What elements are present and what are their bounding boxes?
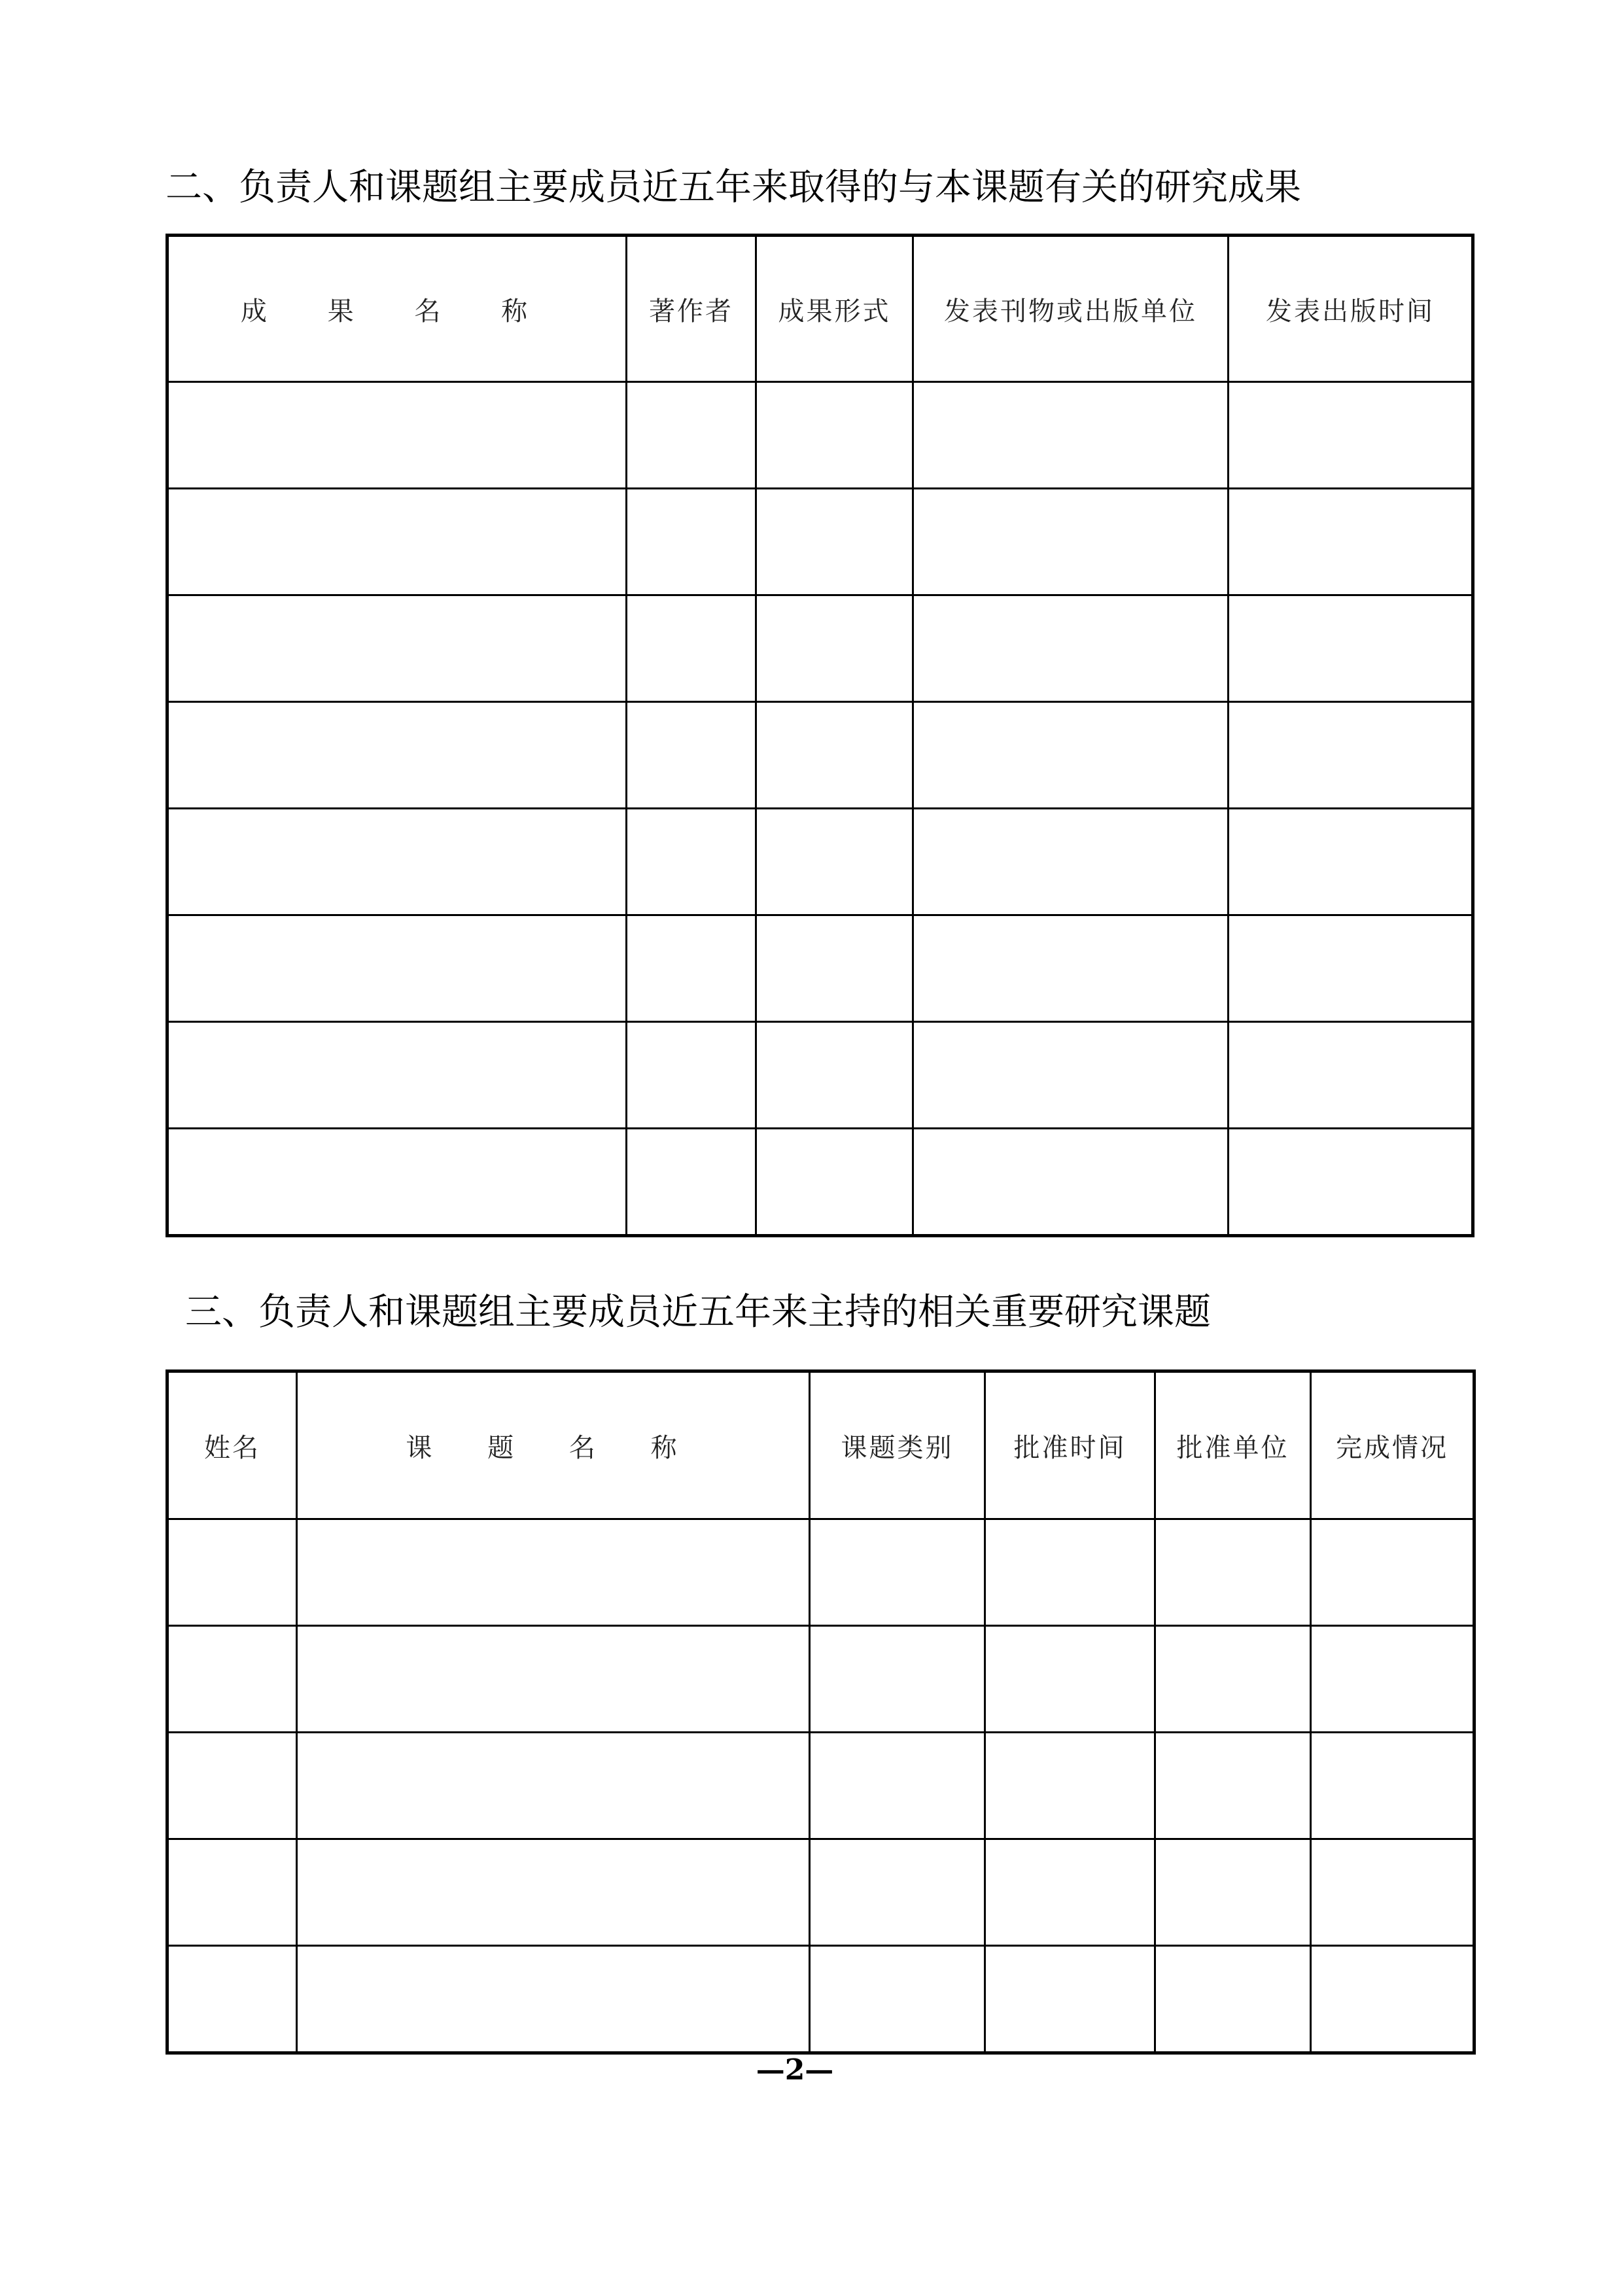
table-row: [167, 595, 1473, 702]
cell-result-form[interactable]: [756, 1022, 913, 1129]
cell-completion-status[interactable]: [1311, 1626, 1475, 1733]
research-projects-table: [166, 1369, 1476, 2055]
cell-publisher[interactable]: [913, 702, 1229, 809]
cell-approving-unit[interactable]: [1155, 1626, 1311, 1733]
cell-project-name[interactable]: [297, 1733, 810, 1839]
section-2-title: 二、负责人和课题组主要成员近五年来取得的与本课题有关的研究成果: [166, 166, 1301, 209]
cell-project-category[interactable]: [810, 1946, 985, 2053]
cell-result-name[interactable]: [167, 1129, 627, 1236]
header-project-name: 课 题 名 称: [297, 1371, 810, 1519]
table-row: [167, 1519, 1475, 1626]
cell-approval-date[interactable]: [985, 1626, 1155, 1733]
cell-publish-date[interactable]: [1229, 915, 1473, 1022]
cell-publish-date[interactable]: [1229, 1129, 1473, 1236]
cell-project-name[interactable]: [297, 1839, 810, 1946]
cell-approving-unit[interactable]: [1155, 1733, 1311, 1839]
header-publisher: 发表刊物或出版单位: [913, 236, 1229, 382]
cell-name[interactable]: [167, 1626, 297, 1733]
cell-result-form[interactable]: [756, 809, 913, 915]
header-completion-status: 完成情况: [1311, 1371, 1475, 1519]
cell-project-name[interactable]: [297, 1946, 810, 2053]
table-row: [167, 1733, 1475, 1839]
cell-approving-unit[interactable]: [1155, 1946, 1311, 2053]
cell-author[interactable]: [627, 489, 756, 595]
cell-project-name[interactable]: [297, 1626, 810, 1733]
cell-completion-status[interactable]: [1311, 1946, 1475, 2053]
research-results-table: [166, 234, 1475, 1237]
cell-result-name[interactable]: [167, 809, 627, 915]
cell-name[interactable]: [167, 1946, 297, 2053]
table-row: [167, 1946, 1475, 2053]
cell-result-form[interactable]: [756, 489, 913, 595]
cell-author[interactable]: [627, 1129, 756, 1236]
cell-publisher[interactable]: [913, 382, 1229, 489]
cell-completion-status[interactable]: [1311, 1519, 1475, 1626]
header-project-category: 课题类别: [810, 1371, 985, 1519]
cell-result-name[interactable]: [167, 595, 627, 702]
cell-result-form[interactable]: [756, 702, 913, 809]
cell-publisher[interactable]: [913, 1022, 1229, 1129]
cell-result-name[interactable]: [167, 489, 627, 595]
table-row: [167, 1129, 1473, 1236]
header-name: 姓名: [167, 1371, 297, 1519]
cell-project-category[interactable]: [810, 1626, 985, 1733]
cell-publisher[interactable]: [913, 809, 1229, 915]
table-row: [167, 382, 1473, 489]
table-header-row: [167, 1371, 1475, 1519]
cell-publisher[interactable]: [913, 595, 1229, 702]
section-3-title: 三、负责人和课题组主要成员近五年来主持的相关重要研究课题: [185, 1291, 1211, 1333]
cell-author[interactable]: [627, 595, 756, 702]
page-number: —2—: [756, 2053, 834, 2087]
cell-publish-date[interactable]: [1229, 489, 1473, 595]
cell-author[interactable]: [627, 702, 756, 809]
header-result-name: 成 果 名 称: [167, 236, 627, 382]
cell-name[interactable]: [167, 1839, 297, 1946]
cell-approving-unit[interactable]: [1155, 1519, 1311, 1626]
cell-approval-date[interactable]: [985, 1733, 1155, 1839]
cell-publish-date[interactable]: [1229, 1022, 1473, 1129]
cell-completion-status[interactable]: [1311, 1839, 1475, 1946]
table-row: [167, 809, 1473, 915]
cell-result-form[interactable]: [756, 382, 913, 489]
cell-project-name[interactable]: [297, 1519, 810, 1626]
table-row: [167, 702, 1473, 809]
table-row: [167, 489, 1473, 595]
cell-author[interactable]: [627, 809, 756, 915]
cell-result-name[interactable]: [167, 1022, 627, 1129]
table-header-row: [167, 236, 1473, 382]
cell-result-form[interactable]: [756, 1129, 913, 1236]
table-row: [167, 915, 1473, 1022]
cell-result-form[interactable]: [756, 915, 913, 1022]
cell-author[interactable]: [627, 915, 756, 1022]
cell-project-category[interactable]: [810, 1519, 985, 1626]
table-row: [167, 1626, 1475, 1733]
cell-publish-date[interactable]: [1229, 809, 1473, 915]
cell-approving-unit[interactable]: [1155, 1839, 1311, 1946]
cell-publish-date[interactable]: [1229, 595, 1473, 702]
cell-publish-date[interactable]: [1229, 702, 1473, 809]
cell-approval-date[interactable]: [985, 1519, 1155, 1626]
header-approving-unit: 批准单位: [1155, 1371, 1311, 1519]
cell-result-name[interactable]: [167, 382, 627, 489]
cell-project-category[interactable]: [810, 1733, 985, 1839]
table-row: [167, 1839, 1475, 1946]
cell-publisher[interactable]: [913, 1129, 1229, 1236]
table-row: [167, 1022, 1473, 1129]
header-result-form: 成果形式: [756, 236, 913, 382]
cell-author[interactable]: [627, 382, 756, 489]
header-publish-date: 发表出版时间: [1229, 236, 1473, 382]
cell-result-form[interactable]: [756, 595, 913, 702]
cell-publish-date[interactable]: [1229, 382, 1473, 489]
header-author: 著作者: [627, 236, 756, 382]
cell-result-name[interactable]: [167, 915, 627, 1022]
cell-publisher[interactable]: [913, 915, 1229, 1022]
cell-author[interactable]: [627, 1022, 756, 1129]
cell-approval-date[interactable]: [985, 1839, 1155, 1946]
cell-name[interactable]: [167, 1519, 297, 1626]
cell-result-name[interactable]: [167, 702, 627, 809]
cell-completion-status[interactable]: [1311, 1733, 1475, 1839]
cell-name[interactable]: [167, 1733, 297, 1839]
cell-project-category[interactable]: [810, 1839, 985, 1946]
cell-publisher[interactable]: [913, 489, 1229, 595]
cell-approval-date[interactable]: [985, 1946, 1155, 2053]
header-approval-date: 批准时间: [985, 1371, 1155, 1519]
